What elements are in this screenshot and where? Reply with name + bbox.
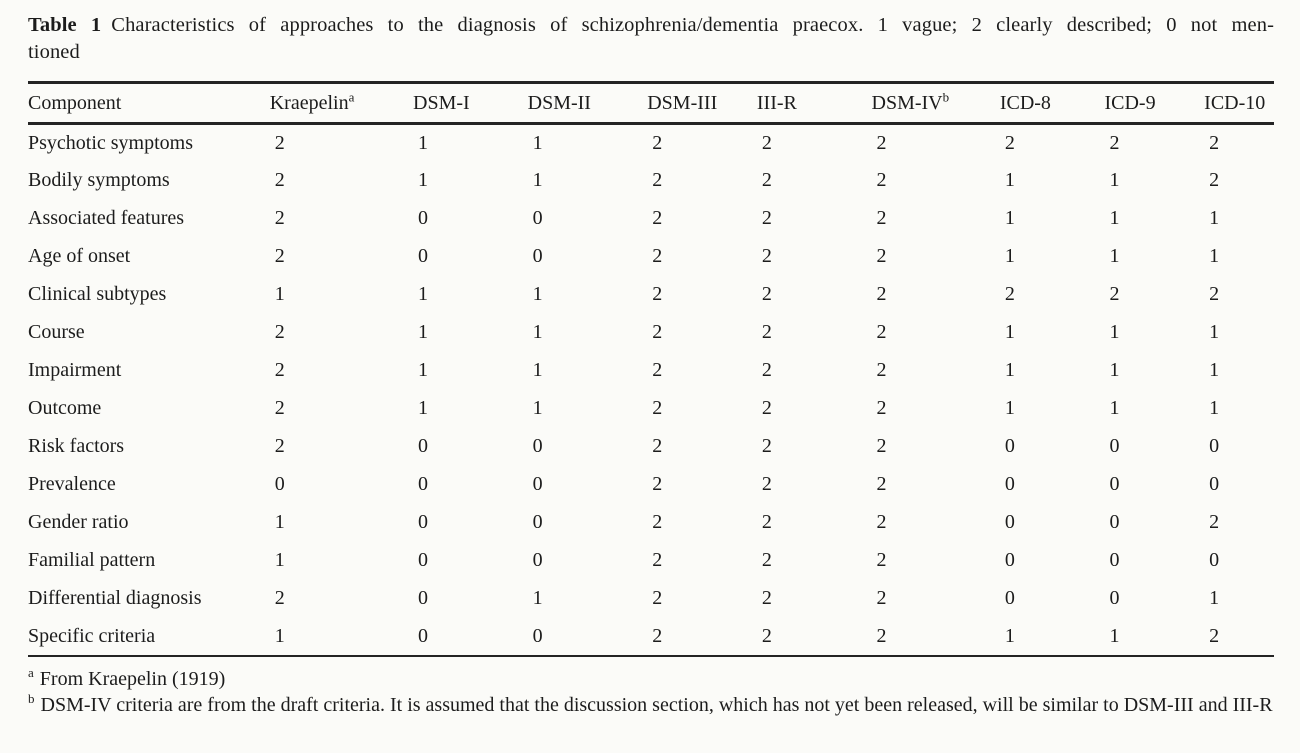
table-row-prevalence [28,466,1274,504]
rating-cell: 0 [532,207,543,230]
column-header-icd-9: ICD-9 [1104,91,1156,114]
rating-cell: 1 [418,131,428,154]
rating-cell: 1 [1109,169,1120,192]
rating-cell: 2 [1004,131,1015,154]
rating-cell: 2 [274,359,285,382]
rating-cell: 1 [1109,624,1120,647]
rating-cell: 1 [1209,245,1220,268]
table-row-gender-ratio [28,504,1274,542]
rating-cell: 2 [274,321,285,344]
component-cell: Associated features [28,207,185,230]
footnote-b-marker: b [28,690,35,706]
rating-cell: 0 [1209,549,1220,572]
table-row-clinical-subtypes [28,276,1274,314]
rating-cell: 2 [652,321,663,344]
rating-cell: 2 [1004,283,1015,306]
footnote-a-marker: a [28,664,34,680]
rating-cell: 2 [652,435,663,458]
rating-cell: 0 [418,587,428,610]
table-row-familial-pattern [28,542,1274,580]
rating-cell: 1 [1109,207,1120,230]
table-row-course [28,314,1274,352]
table-caption [28,12,1274,66]
rating-cell: 2 [274,397,285,420]
rating-cell: 1 [1109,321,1120,344]
rating-cell: 2 [761,131,772,154]
rating-cell: 2 [876,131,887,154]
rating-cell: 2 [652,511,663,534]
rating-cell: 2 [274,131,285,154]
rating-cell: 2 [876,283,887,306]
component-cell: Outcome [28,397,102,420]
rating-cell: 2 [761,587,772,610]
table-row-outcome [28,390,1274,428]
rating-cell: 2 [876,587,887,610]
rating-cell: 0 [418,435,428,458]
column-header-dsm-ii: DSM-II [527,91,591,114]
rating-cell: 2 [1109,131,1120,154]
rating-cell: 2 [652,549,663,572]
rating-cell: 2 [761,435,772,458]
rating-cell: 0 [1109,473,1120,496]
table-header-row [28,83,1274,124]
rating-cell: 1 [274,624,285,647]
component-cell: Risk factors [28,435,125,458]
rating-cell: 2 [876,321,887,344]
rating-cell: 2 [1209,131,1220,154]
rating-cell: 2 [1209,511,1220,534]
rating-cell: 1 [1209,321,1220,344]
rating-cell: 2 [876,359,887,382]
rating-cell: 0 [418,511,428,534]
rating-cell: 2 [652,397,663,420]
rating-cell: 2 [274,169,285,192]
rating-cell: 1 [1004,321,1015,344]
rating-cell: 1 [1109,245,1120,268]
footnote-b-text: DSM-IV criteria are from the draft criteria. It is assumed that the discussion section, which has not yet been released, will be similar to DSM-III and III-R [40,693,1273,716]
column-header-dsm-iii: DSM-III [647,91,718,114]
table-row-specific-criteria [28,618,1274,656]
rating-cell: 2 [652,207,663,230]
component-cell: Familial pattern [28,549,156,572]
rating-cell: 2 [876,245,887,268]
rating-cell: 0 [1004,473,1015,496]
rating-cell: 1 [532,283,543,306]
rating-cell: 1 [1004,207,1015,230]
rating-cell: 2 [761,283,772,306]
rating-cell: 2 [652,359,663,382]
table-caption-text: Characteristics of approaches to the diagnosis of schizophrenia/dementia praecox. 1 vague; 2 clearly described; 0 not men- [111,14,1275,36]
rating-cell: 1 [1209,207,1220,230]
table-body [28,124,1274,656]
rating-cell: 2 [876,207,887,230]
rating-cell: 2 [761,511,772,534]
table-caption-line1 [28,12,1274,39]
table-row-associated-features [28,200,1274,238]
rating-cell: 1 [1209,587,1220,610]
rating-cell: 2 [1209,624,1220,647]
rating-cell: 1 [1209,397,1220,420]
rating-cell: 0 [1109,511,1120,534]
rating-cell: 2 [761,397,772,420]
rating-cell: 1 [418,283,428,306]
table-caption-line2: tioned [28,41,80,64]
rating-cell: 1 [1004,397,1015,420]
rating-cell: 1 [418,321,428,344]
rating-cell: 1 [1004,169,1015,192]
scanned-paper-page [28,12,1274,718]
rating-cell: 0 [1109,435,1120,458]
rating-cell: 2 [761,473,772,496]
footnote-a [28,666,1274,692]
rating-cell: 2 [652,245,663,268]
rating-cell: 2 [761,207,772,230]
rating-cell: 2 [761,321,772,344]
rating-cell: 1 [1004,245,1015,268]
rating-cell: 1 [274,511,285,534]
rating-cell: 0 [1109,549,1120,572]
rating-cell: 2 [876,169,887,192]
table-row-differential-diagnosis [28,580,1274,618]
table-row-bodily-symptoms [28,162,1274,200]
rating-cell: 2 [761,624,772,647]
rating-cell: 2 [876,473,887,496]
rating-cell: 2 [876,435,887,458]
rating-cell: 1 [418,169,428,192]
rating-cell: 2 [1209,169,1220,192]
rating-cell: 1 [532,359,543,382]
rating-cell: 1 [532,131,543,154]
rating-cell: 1 [1109,359,1120,382]
rating-cell: 1 [274,549,285,572]
rating-cell: 0 [418,245,428,268]
rating-cell: 0 [418,473,428,496]
rating-cell: 0 [1004,511,1015,534]
component-cell: Age of onset [28,245,131,268]
component-cell: Bodily symptoms [28,169,170,192]
rating-cell: 0 [1209,473,1220,496]
rating-cell: 2 [652,624,663,647]
rating-cell: 2 [876,549,887,572]
rating-cell: 2 [652,169,663,192]
column-header-kraepelin: Kraepelin$^a$ [269,88,355,114]
component-cell: Psychotic symptoms [28,131,194,154]
rating-cell: 1 [532,321,543,344]
rating-cell: 0 [1004,549,1015,572]
component-cell: Differential diagnosis [28,587,202,610]
rating-cell: 2 [876,511,887,534]
table-row-impairment [28,352,1274,390]
component-cell: Gender ratio [28,511,129,534]
rating-cell: 2 [274,587,285,610]
rating-cell: 2 [652,131,663,154]
rating-cell: 0 [1109,587,1120,610]
rating-cell: 1 [1004,624,1015,647]
rating-cell: 2 [652,283,663,306]
rating-cell: 1 [418,397,428,420]
rating-cell: 2 [1109,283,1120,306]
rating-cell: 0 [532,549,543,572]
table-caption-label: Table 1 [28,14,102,36]
rating-cell: 0 [418,549,428,572]
column-header-dsm-i: DSM-I [413,91,470,114]
component-cell: Impairment [28,359,122,382]
rating-cell: 2 [876,397,887,420]
table-row-psychotic-symptoms [28,124,1274,162]
rating-cell: 2 [761,245,772,268]
rating-cell: 1 [418,359,428,382]
column-header-component: Component [28,91,122,114]
table-footnotes [28,666,1274,718]
rating-cell: 2 [274,207,285,230]
column-header-iii-r: III-R [756,91,797,114]
table-row-risk-factors [28,428,1274,466]
rating-cell: 1 [1209,359,1220,382]
rating-cell: 0 [274,473,285,496]
rating-cell: 1 [532,397,543,420]
rating-cell: 1 [274,283,285,306]
column-header-icd-8: ICD-8 [999,91,1051,114]
rating-cell: 0 [1004,587,1015,610]
column-header-footnote-marker: b [942,88,950,104]
rating-cell: 0 [532,435,543,458]
rating-cell: 2 [1209,283,1220,306]
rating-cell: 1 [1109,397,1120,420]
rating-cell: 0 [532,473,543,496]
component-cell: Clinical subtypes [28,283,167,306]
component-cell: Specific criteria [28,624,156,647]
column-header-footnote-marker: a [348,88,355,104]
rating-cell: 2 [652,473,663,496]
footnote-a-text: From Kraepelin (1919) [39,667,226,690]
rating-cell: 0 [532,624,543,647]
rating-cell: 2 [761,169,772,192]
component-cell: Prevalence [28,473,116,496]
rating-cell: 2 [761,549,772,572]
rating-cell: 0 [532,511,543,534]
column-header-dsm-iv: DSM-$IV^b$ [871,88,950,114]
rating-cell: 2 [652,587,663,610]
column-header-icd-10: ICD-10 [1204,91,1266,114]
rating-cell: 0 [1004,435,1015,458]
component-cell: Course [28,321,85,344]
rating-cell: 1 [532,587,543,610]
rating-cell: 1 [1004,359,1015,382]
footnote-b [28,692,1274,718]
diagnosis-characteristics-table [28,81,1274,657]
rating-cell: 2 [274,435,285,458]
table-row-age-of-onset [28,238,1274,276]
rating-cell: 0 [532,245,543,268]
rating-cell: 1 [532,169,543,192]
rating-cell: 0 [418,624,428,647]
rating-cell: 2 [274,245,285,268]
rating-cell: 2 [876,624,887,647]
rating-cell: 0 [418,207,428,230]
rating-cell: 2 [761,359,772,382]
rating-cell: 0 [1209,435,1220,458]
